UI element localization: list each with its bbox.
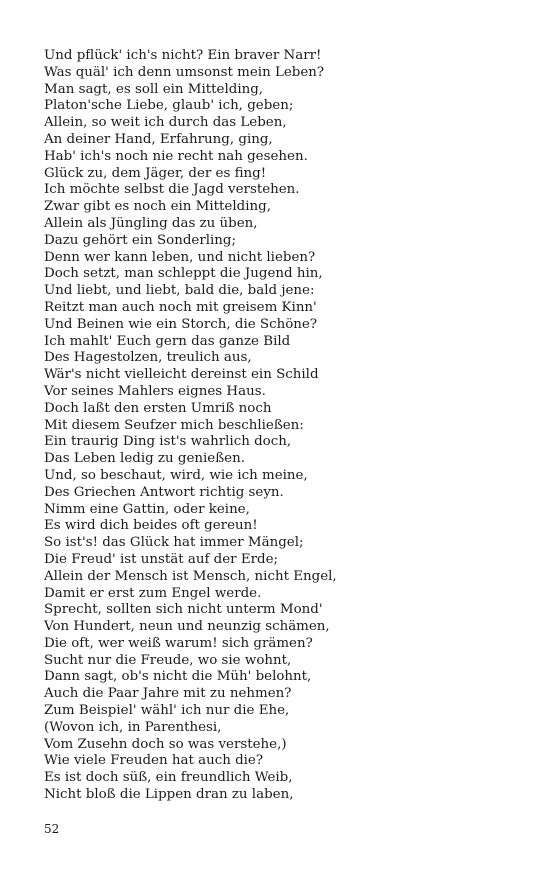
poem-line: Hab' ich's noch nie recht nah gesehen. (44, 148, 308, 164)
poem-line: (Wovon ich, in Parenthesi, (44, 719, 222, 735)
poem-line: Vor seines Mahlers eignes Haus. (44, 383, 266, 399)
poem-line: Und pflück' ich's nicht? Ein braver Narr! (44, 48, 322, 63)
page-number: 52 (44, 822, 60, 836)
poem-line: Nicht bloß die Lippen dran zu laben, (44, 787, 294, 803)
poem-line: Wie viele Freuden hat auch die? (44, 753, 264, 769)
poem-line: Platon'sche Liebe, glaub' ich, geben; (44, 98, 294, 114)
poem-line: Wär's nicht vielleicht dereinst ein Schild (44, 367, 319, 383)
poem-line: Die oft, wer weiß warum! sich grämen? (44, 635, 313, 651)
poem-line: Des Hagestolzen, treulich aus, (44, 350, 252, 366)
poem-line: Die Freud' ist unstät auf der Erde; (44, 551, 279, 567)
poem-line: Was quäl' ich denn umsonst mein Leben? (44, 64, 325, 80)
poem-line: Und liebt, und liebt, bald die, bald jene: (44, 283, 315, 299)
poem-line: Vom Zusehn doch so was verstehe,) (44, 736, 287, 752)
poem-line: Ich mahlt' Euch gern das ganze Bild (44, 333, 291, 349)
poem-line: Ein traurig Ding ist's wahrlich doch, (44, 434, 292, 450)
poem-line: Und, so beschaut, wird, wie ich meine, (44, 467, 308, 483)
poem-line: Doch laßt den ersten Umriß noch (44, 400, 272, 416)
poem-line: Damit er erst zum Engel werde. (44, 585, 262, 601)
poem-line: Glück zu, dem Jäger, der es fing! (44, 165, 267, 181)
poem-line: Reitzt man auch noch mit greisem Kinn' (44, 299, 317, 315)
poem-line: Nimm eine Gattin, oder keine, (44, 501, 250, 517)
poem-line: Es ist doch süß, ein freundlich Weib, (44, 770, 293, 786)
poem-line: Und Beinen wie ein Storch, die Schöne? (44, 316, 318, 332)
poem-line: Allein der Mensch ist Mensch, nicht Engel, (44, 568, 337, 584)
poem-line: Mit diesem Seufzer mich beschließen: (44, 417, 304, 433)
poem-line: Auch die Paar Jahre mit zu nehmen? (44, 686, 292, 702)
poem-line: Zum Beispiel' wähl' ich nur die Ehe, (44, 703, 290, 719)
poem-line: So ist's! das Glück hat immer Mängel; (44, 535, 304, 551)
poem-line: Denn wer kann leben, und nicht lieben? (44, 249, 316, 265)
poem-line: Ich möchte selbst die Jagd verstehen. (44, 182, 300, 198)
poem-text (44, 48, 337, 804)
poem-line: Des Griechen Antwort richtig seyn. (44, 484, 284, 500)
poem-line: Sucht nur die Freude, wo sie wohnt, (44, 652, 292, 668)
poem-line: Allein, so weit ich durch das Leben, (44, 115, 287, 131)
poem-line: Von Hundert, neun und neunzig schämen, (44, 619, 330, 635)
poem-line: Allein als Jüngling das zu üben, (44, 215, 258, 231)
poem-line: Doch setzt, man schleppt die Jugend hin, (44, 266, 323, 282)
poem-line: Zwar gibt es noch ein Mittelding, (44, 199, 271, 215)
poem-line: Das Leben ledig zu genießen. (44, 451, 245, 467)
poem-line: Es wird dich beides oft gereun! (44, 518, 258, 534)
poem-line: Dann sagt, ob's nicht die Müh' belohnt, (44, 669, 312, 685)
poem-line: Dazu gehört ein Sonderling; (44, 232, 236, 248)
poem-line: Man sagt, es soll ein Mittelding, (44, 81, 264, 97)
poem-line: Sprecht, sollten sich nicht unterm Mond' (44, 602, 323, 618)
poem-line: An deiner Hand, Erfahrung, ging, (44, 131, 273, 147)
